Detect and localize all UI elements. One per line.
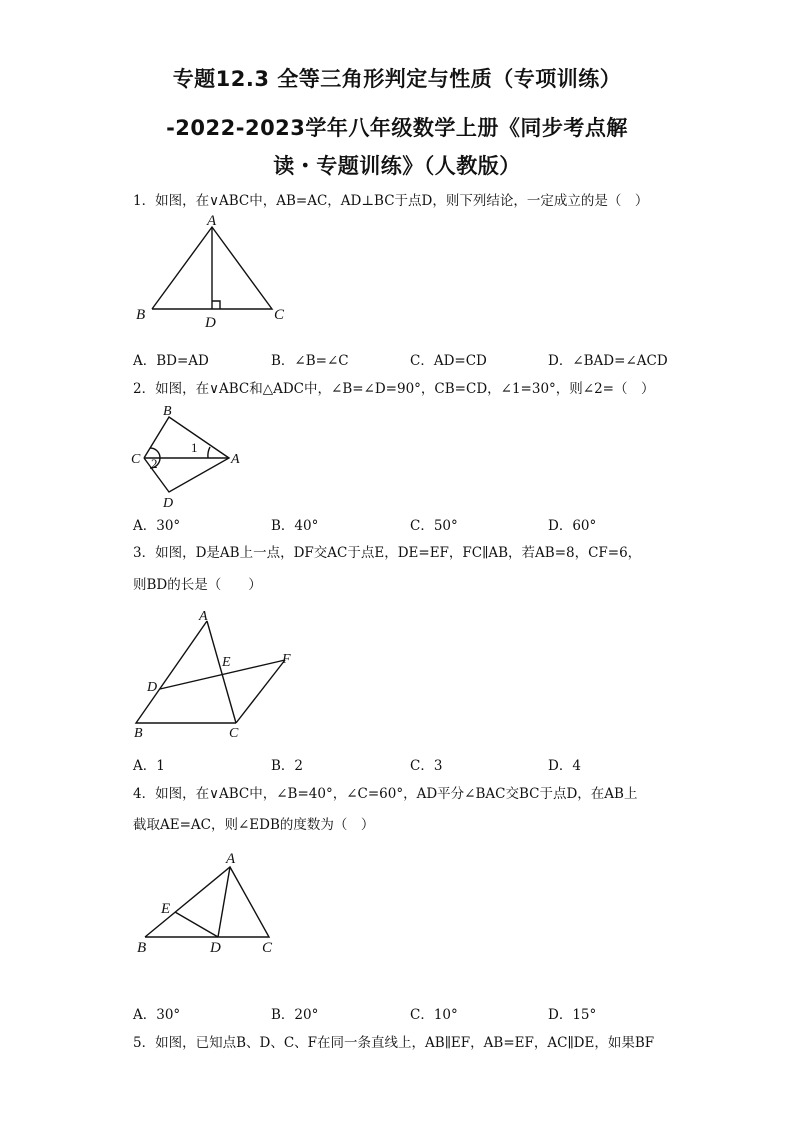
label-f: F — [282, 652, 291, 667]
question-4-text-line-1: 4．如图，在∨ABC中，∠B=40°，∠C=60°，AD平分∠BAC交BC于点D，在AB上 — [133, 786, 638, 802]
label-e: E — [222, 655, 231, 670]
segment-ed — [175, 912, 218, 937]
question-2-text: 2．如图，在∨ABC和△ADC中，∠B=∠D=90°，CB=CD，∠1=30°，则∠2=（ ） — [133, 381, 655, 397]
page-title-line-2: -2022-2023学年八年级数学上册《同步考点解 — [166, 116, 628, 140]
q1-option-c[interactable]: C．AD=CD — [410, 353, 487, 369]
quadrilateral-abcd — [144, 417, 229, 492]
question-3-text-line-2: 则BD的长是（ ） — [133, 577, 262, 593]
label-angle-1: 1 — [191, 440, 198, 455]
q3-option-d[interactable]: D．4 — [548, 758, 581, 774]
q4-option-b[interactable]: B．20° — [271, 1007, 319, 1023]
label-b: B — [163, 404, 172, 419]
q1-option-a[interactable]: A．BD=AD — [133, 353, 209, 369]
q4-option-a[interactable]: A．30° — [133, 1007, 181, 1023]
q1-option-d[interactable]: D．∠BAD=∠ACD — [548, 353, 668, 369]
label-b: B — [136, 307, 146, 323]
label-c: C — [262, 940, 273, 956]
question-4-text-line-2: 截取AE=AC，则∠EDB的度数为（ ） — [133, 817, 375, 833]
label-angle-2: 2 — [151, 456, 158, 471]
label-c: C — [274, 307, 285, 323]
question-2-figure — [128, 400, 258, 512]
label-d: D — [147, 680, 158, 695]
label-c: C — [229, 726, 239, 741]
q3-option-a[interactable]: A．1 — [133, 758, 165, 774]
question-4-figure — [130, 845, 290, 960]
bisector-ad — [218, 867, 230, 937]
label-e: E — [161, 901, 171, 917]
q2-option-c[interactable]: C．50° — [410, 518, 458, 534]
question-1-figure — [130, 212, 300, 332]
question-5-text: 5．如图，已知点B、D、C、F在同一条直线上，AB∥EF，AB=EF，AC∥DE，如果BF — [133, 1035, 655, 1051]
q2-option-b[interactable]: B．40° — [271, 518, 319, 534]
question-3-figure — [130, 605, 310, 745]
label-d: D — [210, 940, 221, 956]
q1-option-b[interactable]: B．∠B=∠C — [271, 353, 349, 369]
label-a: A — [231, 452, 240, 467]
label-a: A — [226, 851, 236, 867]
page-title-line-1: 专题12.3 全等三角形判定与性质（专项训练） — [172, 67, 622, 91]
q3-option-c[interactable]: C．3 — [410, 758, 443, 774]
question-1-text: 1．如图，在∨ABC中，AB=AC，AD⊥BC于点D，则下列结论，一定成立的是（ ） — [133, 193, 649, 209]
label-b: B — [134, 726, 143, 741]
label-a: A — [199, 609, 208, 624]
q3-option-b[interactable]: B．2 — [271, 758, 304, 774]
question-3-text-line-1: 3．如图，D是AB上一点，DF交AC于点E，DE=EF，FC∥AB，若AB=8，CF=6， — [133, 545, 642, 561]
q2-option-d[interactable]: D．60° — [548, 518, 597, 534]
q4-option-c[interactable]: C．10° — [410, 1007, 458, 1023]
page-title-line-3: 读・专题训练》（人教版） — [273, 154, 521, 178]
angle-1-arc — [208, 447, 210, 458]
label-d: D — [205, 315, 216, 331]
label-d: D — [163, 496, 174, 511]
label-c: C — [131, 452, 141, 467]
q4-option-d[interactable]: D．15° — [548, 1007, 597, 1023]
q2-option-a[interactable]: A．30° — [133, 518, 181, 534]
label-a: A — [207, 213, 217, 229]
right-angle-mark — [212, 301, 220, 309]
label-b: B — [137, 940, 147, 956]
